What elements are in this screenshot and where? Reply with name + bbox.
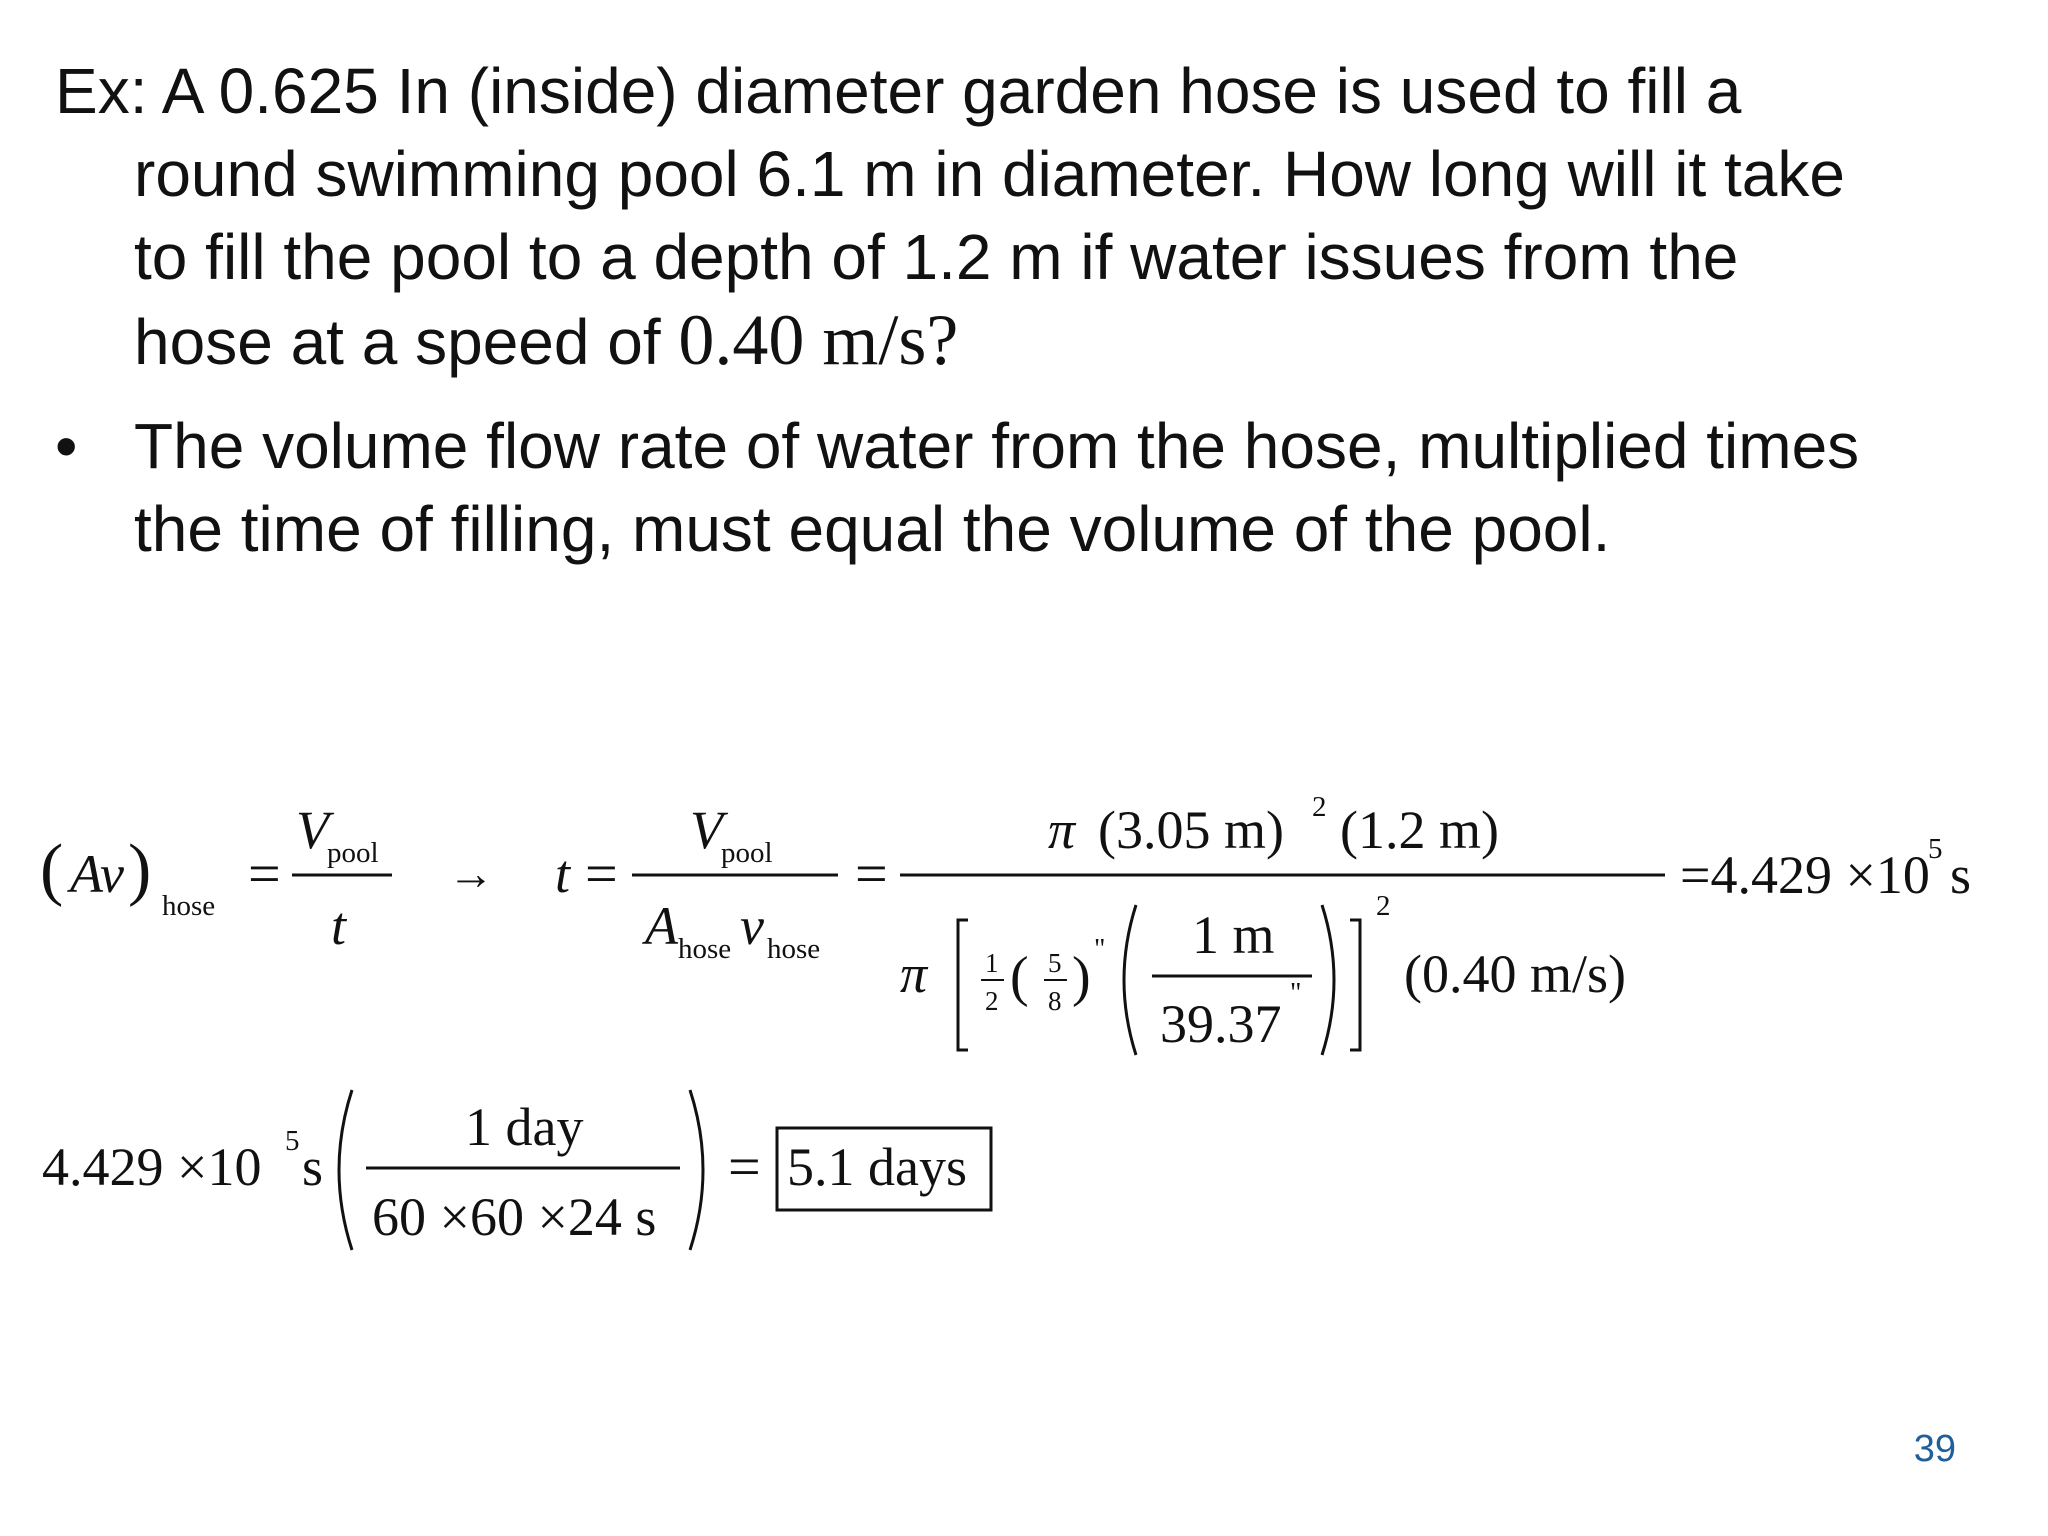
problem-line-4-text: hose at a speed of [134,306,661,378]
eq1-half-num: 1 [985,948,999,978]
eq1-lparen: ( [40,831,64,908]
eq1-num-b: (1.2 m) [1340,800,1499,860]
eq1-half-den: 2 [985,986,999,1016]
eq1-small-rparen: ) [1072,946,1091,1008]
speed-value: 0.40 m/s? [678,300,959,380]
eq2-frac-num: 1 day [465,1097,584,1157]
eq2-equals: = [728,1134,761,1199]
eq1-conv-rparen [1322,905,1334,1055]
eq1-pi-bottom: π [900,944,928,1004]
eq2-lhs-exp: 5 [285,1125,300,1157]
eq1-equals-1: = [248,841,281,906]
eq1-arrow: → [448,848,494,899]
eq1-num-sq: 2 [1312,791,1327,823]
eq1-result-exp: 5 [1928,833,1943,865]
eq1-inch-mark-1: " [1094,934,1106,965]
eq1-speed: (0.40 m/s) [1404,944,1626,1004]
eq1-conv-num: 1 m [1192,905,1275,965]
eq1-inch-mark-2: " [1290,978,1302,1009]
eq1-sub-hose: hose [162,890,216,922]
eq1-rparen: ) [128,831,152,908]
eq1-equals-2: = [585,841,618,906]
page-number: 39 [1913,1428,1956,1470]
eq1-conv-lparen [1124,905,1136,1055]
equation-2 [42,1090,991,1250]
eq1-result-unit: s [1950,845,1972,905]
eq1-small-lparen: ( [1010,946,1029,1008]
eq1-sub-hose-A: hose [678,933,732,965]
eq1-A: A [645,896,678,956]
eq1-right-bracket [1350,920,1360,1050]
eq1-sub-pool-2: pool [721,837,773,869]
eq1-Av: Av [70,844,124,904]
bullet-marker: • [55,410,78,482]
eq2-lparen [339,1090,352,1250]
eq1-equals-3: = [855,841,888,906]
eq1-V-pool-2: V [690,800,723,860]
eq2-answer: 5.1 days [787,1137,967,1197]
eq1-left-bracket [958,920,968,1050]
eq1-den-sq: 2 [1376,890,1391,922]
eq1-pi-top: π [1048,800,1076,860]
eq1-sub-pool-1: pool [327,837,379,869]
eq2-lhs-unit: s [302,1137,324,1197]
eq1-num-a: (3.05 m) [1098,800,1284,860]
problem-line-3: to fill the pool to a depth of 1.2 m if water issues from the [134,221,1739,293]
problem-line-2: round swimming pool 6.1 m in diameter. How long will it take [134,138,1845,210]
eq2-lhs: 4.429 ×10 [42,1137,262,1197]
bullet-line-1: The volume flow rate of water from the hose, multiplied times [134,410,1860,482]
bullet-line-2: the time of filling, must equal the volume of the pool. [134,493,1611,565]
eq1-t: t [555,844,571,904]
eq1-conv-den: 39.37 [1160,994,1282,1054]
eq1-five: 5 [1048,948,1062,978]
eq1-sub-hose-v: hose [767,933,821,965]
equation-1 [40,791,1971,1055]
eq2-rparen [690,1090,703,1250]
eq1-v: v [740,896,764,956]
eq1-t-bottom: t [331,896,347,956]
eq1-result: =4.429 ×10 [1680,845,1930,905]
eq1-V-pool-top: V [296,800,329,860]
eq1-eight: 8 [1048,986,1062,1016]
eq2-frac-den: 60 ×60 ×24 s [372,1187,657,1247]
problem-line-1: Ex: A 0.625 In (inside) diameter garden hose is used to fill a [55,55,1742,127]
